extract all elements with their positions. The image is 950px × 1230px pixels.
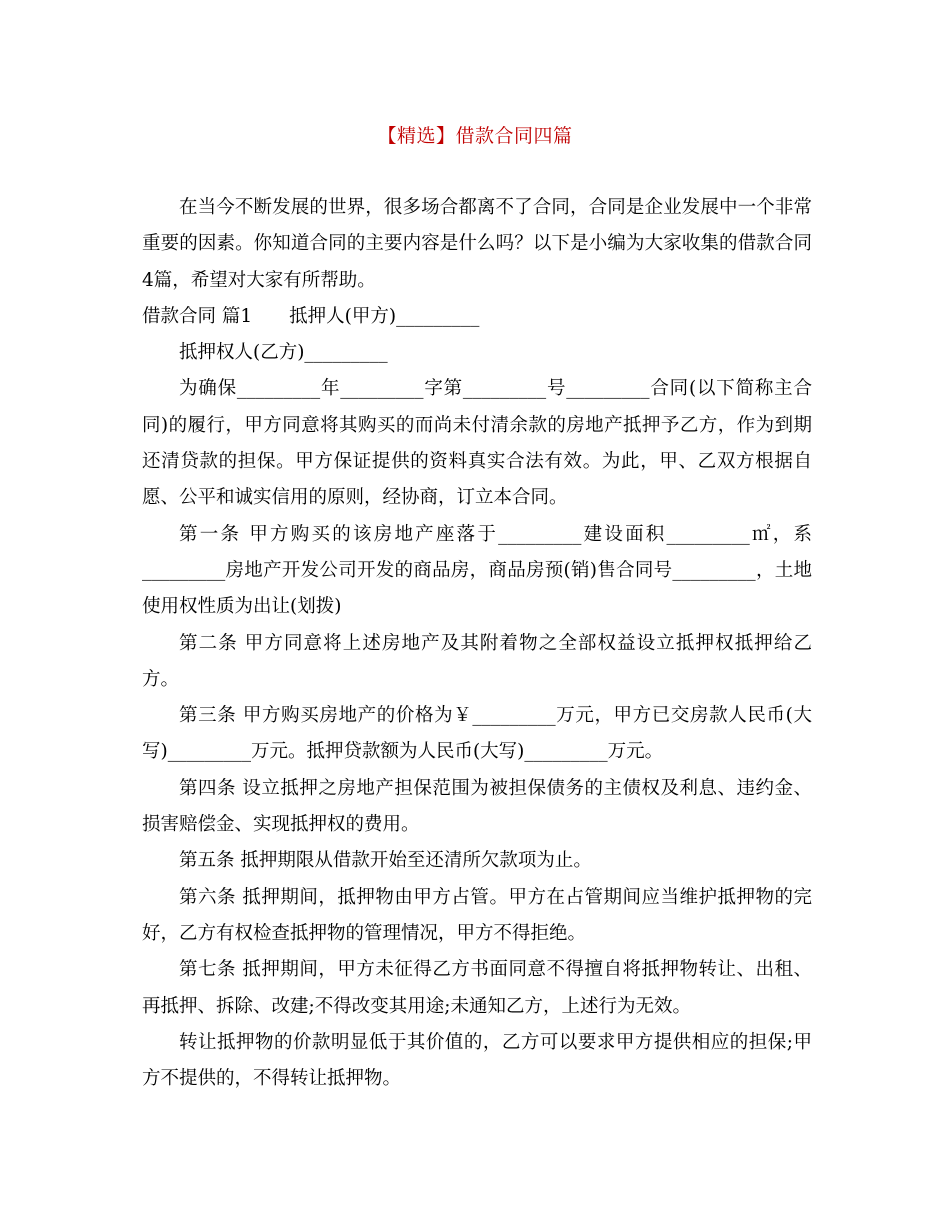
section-heading-1: 借款合同 篇1 抵押人(甲方)_________: [142, 305, 480, 327]
purpose-paragraph: 为确保_________年_________字第_________号_________合同(以下简称主合同)的履行，甲方同意将其购买的而尚未付清余款的房地产抵押予乙方，作为到期还清贷款的担保。甲方保证提供的资料真实合法有效。为此，甲、乙双方根据自愿、公平和诚实信用的原则，经协商，订立本合同。: [142, 378, 812, 509]
article-5: 第五条 抵押期限从借款开始至还清所欠款项为止。: [179, 850, 592, 872]
article-7: 第七条 抵押期间，甲方未征得乙方书面同意不得擅自将抵押物转让、出租、再抵押、拆除、改建;不得改变其用途;未通知乙方，上述行为无效。: [142, 959, 812, 1017]
intro-paragraph: 在当今不断发展的世界，很多场合都离不了合同，合同是企业发展中一个非常重要的因素。你知道合同的主要内容是什么吗？以下是小编为大家收集的借款合同4篇，希望对大家有所帮助。: [142, 197, 812, 291]
article-3: 第三条 甲方购买房地产的价格为￥_________万元，甲方已交房款人民币(大写)_________万元。抵押贷款额为人民币(大写)_________万元。: [142, 705, 812, 763]
article-2: 第二条 甲方同意将上述房地产及其附着物之全部权益设立抵押权抵押给乙方。: [142, 632, 812, 690]
article-6: 第六条 抵押期间，抵押物由甲方占管。甲方在占管期间应当维护抵押物的完好，乙方有权检查抵押物的管理情况，甲方不得拒绝。: [142, 886, 812, 944]
document-body: [142, 190, 812, 1097]
article-1: 第一条 甲方购买的该房地产座落于_________建设面积_________㎡，系_________房地产开发公司开发的商品房，商品房预(销)售合同号_________，土地使用权性质为出让(划拨): [142, 523, 812, 618]
article-4: 第四条 设立抵押之房地产担保范围为被担保债务的主债权及利息、违约金、损害赔偿金、实现抵押权的费用。: [142, 777, 812, 836]
document-title: 【精选】借款合同四篇: [377, 125, 573, 147]
mortgagee-line: 抵押权人(乙方)_________: [179, 342, 388, 364]
transfer-paragraph: 转让抵押物的价款明显低于其价值的，乙方可以要求甲方提供相应的担保;甲方不提供的，不得转让抵押物。: [142, 1031, 812, 1090]
